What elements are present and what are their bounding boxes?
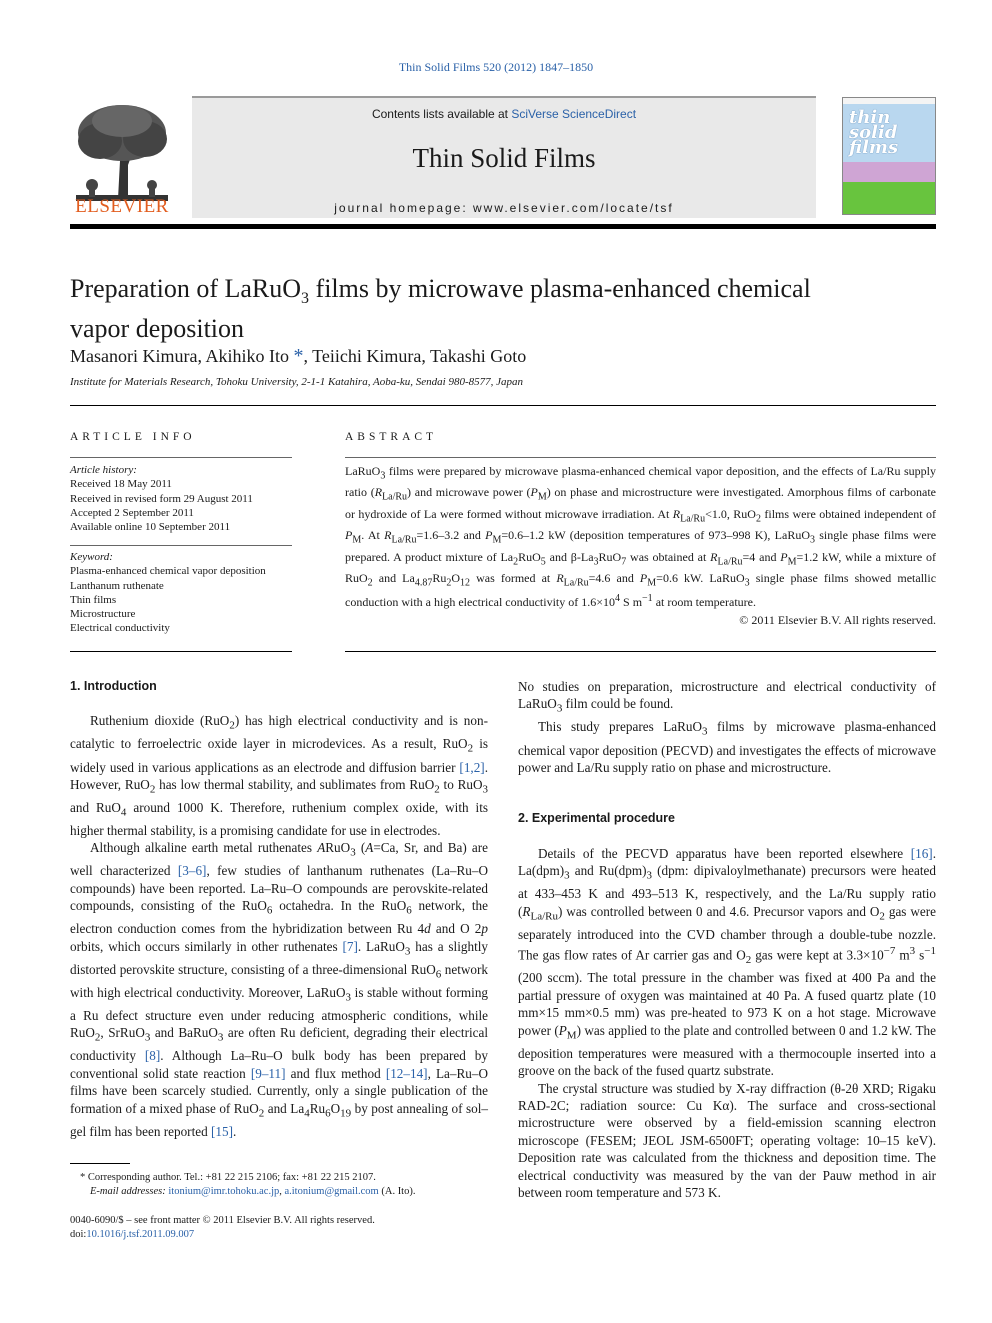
email-note: E-mail addresses: itonium@imr.tohoku.ac.jp, a.itonium@gmail.com (A. Ito). (90, 1186, 416, 1197)
citation-link[interactable]: [1,2] (459, 759, 485, 775)
email-link[interactable]: a.itonium@gmail.com (284, 1186, 379, 1197)
paragraph: The crystal structure was studied by X-ray diffraction (θ-2θ XRD; Rigaku RAD-2C; radiation source: Cu Kα). The surface and cross-sectional microstructure were observed by a field-emission scanning electron microscope (FESEM; JEOL JSM-6500FT; operating voltage: 10–15 keV). Deposition rate was calculated from the thickness and deposition time. The electrical conductivity was measured by the van der Pauw method in air between room temperature and 573 K. (518, 1080, 936, 1200)
journal-header (70, 93, 936, 223)
issn-line: 0040-6090/$ – see front matter © 2011 Elsevier B.V. All rights reserved. (70, 1215, 375, 1226)
citation-link[interactable]: [16] (910, 845, 933, 861)
keyword-heading: Keyword: (70, 551, 113, 563)
publisher-name: ELSEVIER (75, 196, 169, 217)
section-heading-introduction: 1. Introduction (70, 679, 157, 693)
history-item: Received in revised form 29 August 2011 (70, 492, 253, 505)
footnote-divider (70, 1163, 130, 1164)
keywords (70, 550, 292, 636)
paragraph: Details of the PECVD apparatus have been reported elsewhere [16]. $La(dpm)_3$ and $Ru(dpm)_3$ (dpm: dipivaloylmethanate) precursors were heated at 433–453 K and 493–513 K, respectively, and the La/Ru supply ratio $(R_{La/Ru})$ was controlled between 0 and 4.6. Precursor vapors and $O_2$ gas were separately introduced into the CVD chamber through a double-tube nozzle. The gas flow rates of Ar carrier gas and $O_2$ gas were kept at $3.3\times 10^{-7}$ $m^3$ $s^{-1}$ (200 sccm). The total pressure in the chamber was fixed at 400 Pa and the partial pressure of oxygen was maintained at 40 Pa. A fused quartz plate (10 mm×15 mm×0.5 mm) was pre-heated to 973 K on a hot stage. Microwave power $(P_M)$ was applied to the plate and controlled between 0 and 1.2 kW. The deposition temperatures were measured with a thermocouple inserted into a groove on the back of the fused quartz substrate. (518, 845, 936, 1079)
keyword-item: Plasma-enhanced chemical vapor deposition (70, 565, 266, 578)
author-list: Masanori Kimura, Akihiko Ito *, Teiichi Kimura, Takashi Goto (70, 345, 527, 367)
email-link[interactable]: itonium@imr.tohoku.ac.jp (168, 1186, 280, 1197)
citation-link[interactable]: [8] (144, 1048, 161, 1064)
issn-doi (70, 1214, 375, 1242)
history-item: Accepted 2 September 2011 (70, 506, 194, 519)
paragraph: This study prepares LaRuO$_3$ films by microwave plasma-enhanced chemical vapor deposition (PECVD) and investigates the effects of microwave power and La/Ru supply ratio on phase and microstructure. (518, 719, 936, 775)
divider (70, 545, 292, 546)
corresponding-author-star[interactable]: * (293, 345, 304, 367)
citation-link[interactable]: [7] (342, 938, 358, 954)
citation-link[interactable]: [9–11] (250, 1065, 286, 1081)
footnote (70, 1171, 488, 1199)
citation-link[interactable]: [12–14] (385, 1065, 428, 1081)
journal-title: Thin Solid Films (412, 143, 596, 173)
paragraph: Ruthenium dioxide (RuO$_2$) has high electrical conductivity and is non-catalytic to ferroelectric oxide layer in microdevices. As a result, RuO$_2$ is widely used in various applications as an electrode and diffusion barrier [1,2]. However, RuO$_2$ has low thermal stability, and sublimates from RuO$_2$ to RuO$_3$ and RuO$_4$ around 1000 K. Therefore, ruthenium complex oxide, with its higher thermal stability, is a promising candidate for use in electrodes. (70, 713, 489, 838)
article-title: Preparation of LaRuO$_3$ films by microwave plasma-enhanced chemical vapor deposition (70, 274, 811, 344)
history-item: Available online 10 September 2011 (70, 521, 231, 534)
keyword-item: Electrical conductivity (70, 622, 170, 635)
divider (345, 457, 936, 458)
cover-title: thin solid films (849, 107, 899, 158)
copyright-notice: © 2011 Elsevier B.V. All rights reserved. (739, 613, 936, 628)
history-item: Received 18 May 2011 (70, 478, 172, 491)
doi-line: doi:10.1016/j.tsf.2011.09.007 (70, 1229, 195, 1240)
divider (70, 457, 292, 458)
header-divider (70, 224, 936, 229)
citation-link[interactable]: [3–6] (177, 863, 207, 879)
history-heading: Article history: (70, 464, 137, 476)
journal-homepage[interactable]: journal homepage: www.elsevier.com/locate/tsf (334, 201, 674, 215)
corresponding-note: * Corresponding author. Tel.: +81 22 215 2106; fax: +81 22 215 2107. (80, 1172, 376, 1183)
keyword-item: Lanthanum ruthenate (70, 579, 164, 592)
article-history (70, 463, 292, 534)
journal-masthead (192, 96, 816, 218)
contents-line (192, 107, 816, 121)
journal-citation[interactable]: Thin Solid Films 520 (2012) 1847–1850 (398, 60, 594, 74)
paragraph: No studies on preparation, microstructure and electrical conductivity of LaRuO$_3$ film could be found. (518, 679, 936, 716)
left-column (70, 678, 488, 1140)
section-heading-experimental: 2. Experimental procedure (518, 811, 676, 826)
doi-link[interactable]: 10.1016/j.tsf.2011.09.007 (86, 1229, 195, 1240)
divider (345, 651, 936, 652)
abstract-text: LaRuO$_3$ films were prepared by microwave plasma-enhanced chemical vapor deposition, and the effects of La/Ru supply ratio $(R_{La/Ru})$ and microwave power $(P_M)$ on phase and microstructure were investigated. Amorphous films of carbonate or hydroxide of La were formed without microwave irradiation. At $R_{La/Ru}<1.0$, RuO$_2$ films were obtained independent of $P_M$. At $R_{La/Ru}=1.6-3.2$ and $P_M=0.6-1.2$ kW (deposition temperatures of 973–998 K), LaRuO$_3$ single phase films were prepared. A product mixture of $La_2RuO_5$ and $\beta-La_3RuO_7$ was obtained at $R_{La/Ru}=4$ and $P_M=1.2$ kW, while a mixture of RuO$_2$ and $La_{4.87}Ru_2O_{12}$ was formed at $R_{La/Ru}=4.6$ and $P_M=0.6$ kW. LaRuO$_3$ single phase films showed metallic conduction with a high electrical conductivity of $1.6\times 10^4$ S $m^{-1}$ at room temperature. © 2011 Elsevier B.V. All rights reserved. (345, 464, 937, 628)
divider (70, 651, 292, 652)
journal-cover-image (842, 97, 936, 215)
keyword-item: Microstructure (70, 608, 136, 621)
keyword-item: Thin films (70, 593, 117, 606)
contents-prefix: Contents lists available at (371, 107, 512, 121)
sciencedirect-link[interactable]: SciVerse ScienceDirect (511, 107, 637, 121)
paragraph: Although alkaline earth metal ruthenates ARuO$_3$ (A=Ca, Sr, and Ba) are well characterized [3–6], few studies of lanthanum ruthenates (La–Ru–O compounds) have been reported. La–Ru–O compounds are perovskite-related compounds, consisting of the RuO$_6$ octahedra. In the RuO$_6$ network, the electron conduction comes from the hybridization between Ru 4d and O 2p orbits, which occurs similarly in other ruthenates [7]. LaRuO$_3$ has a slightly distorted perovskite structure, consisting of a three-dimensional RuO$_6$ network with high electrical conductivity. Moreover, LaRuO$_3$ is stable without forming a Ru defect structure even under reducing atmospheric conditions, while RuO$_2$, SrRuO$_3$ and BaRuO$_3$ are often Ru deficient, degrading their electrical conductivity [8]. Although La–Ru–O bulk body has been prepared by conventional solid state reaction [9–11] and flux method [12–14], La–Ru–O films have been scarcely studied. Currently, only a single publication of the formation of a mixed phase of RuO$_2$ and $La_4Ru_6O_{19}$ by post annealing of sol–gel film has been reported [15]. (70, 840, 489, 1139)
citation-link[interactable]: [15] (210, 1123, 233, 1139)
right-column (518, 678, 936, 1201)
article-info-label: ARTICLE INFO (70, 431, 196, 443)
affiliation: Institute for Materials Research, Tohoku University, 2-1-1 Katahira, Aoba-ku, Sendai 980-8577, Japan (70, 376, 523, 388)
abstract-label: ABSTRACT (345, 431, 438, 443)
divider (70, 405, 936, 406)
